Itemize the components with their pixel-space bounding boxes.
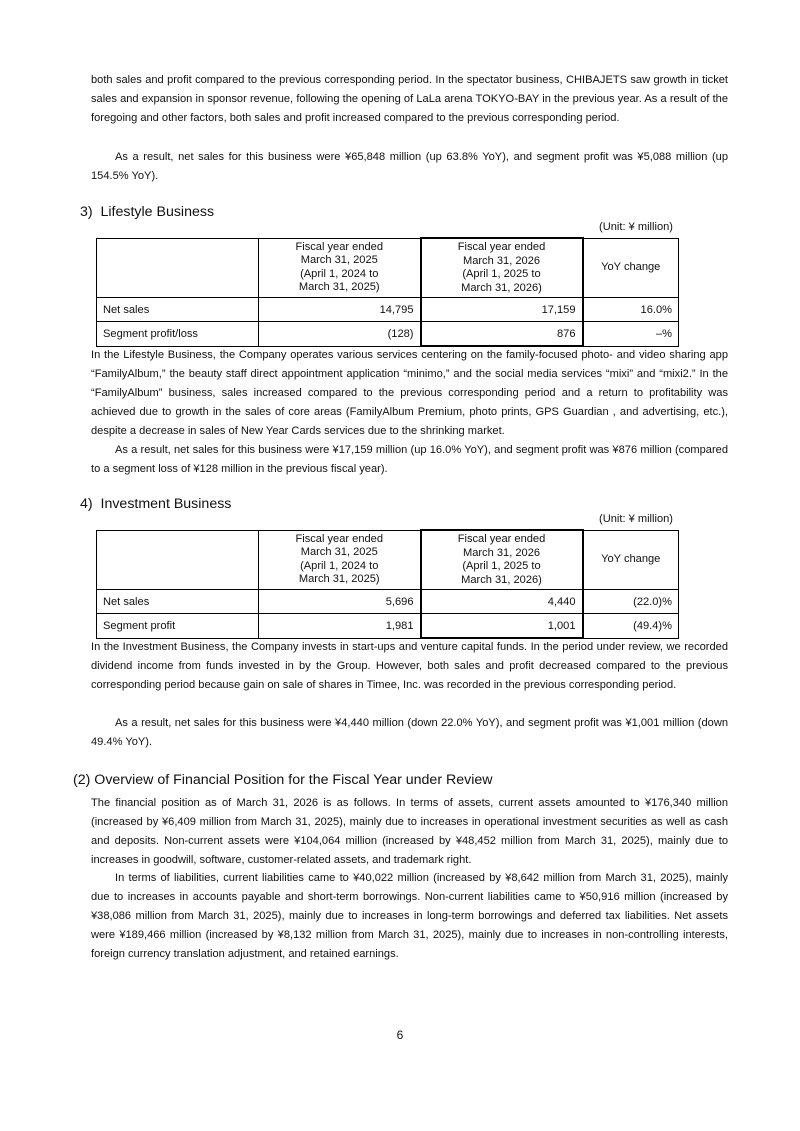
table-row: [97, 322, 679, 347]
page-number: 6: [396, 1028, 404, 1042]
table-row: [97, 298, 679, 322]
cell-prev: 1,981: [259, 614, 421, 639]
cell-yoy: (22.0)%: [583, 590, 679, 614]
financial-assets-paragraph: The financial position as of March 31, 2026 is as follows. In terms of assets, current assets amounted to ¥176,340 million (increased by ¥6,409 million from March 31, 2025), mainly due to increases in operational investment securities as well as cash and deposits. Non-current assets were ¥104,064 million (increased by ¥48,452 million from March 31, 2025), mainly due to increases in goodwill, software, customer-related assets, and trademark right.: [91, 797, 728, 866]
row-label: Net sales: [97, 298, 259, 322]
table-header-row: [97, 530, 679, 590]
table-header-row: [97, 238, 679, 298]
cell-prev: 14,795: [259, 298, 421, 322]
header-current-year: Fiscal year ended March 31, 2026 (April 1, 2025 to March 31, 2026): [421, 238, 583, 298]
cell-yoy: –%: [583, 322, 679, 347]
financial-liabilities-paragraph: In terms of liabilities, current liabilities came to ¥40,022 million (increased by ¥8,642 million from March 31, 2025), mainly due to increases in accounts payable and short-term borrowings. Non-current liabilities came to ¥50,916 million (increased by ¥38,086 million from March 31, 2025), mainly due to increases in long-term borrowings and deferred tax liabilities. Net assets were ¥189,466 million (increased by ¥8,132 million from March 31, 2025), mainly due to increases in non-controlling interests, foreign currency translation adjustment, and retained earnings.: [91, 872, 728, 960]
row-label: Segment profit: [97, 614, 259, 639]
lifestyle-unit-label: (Unit: ¥ million): [599, 221, 673, 233]
lifestyle-result-paragraph: As a result, net sales for this business were ¥17,159 million (up 16.0% YoY), and segment profit was ¥876 million (compared to a segment loss of ¥128 million in the previous fiscal year).: [91, 444, 728, 475]
header-prev-year: Fiscal year ended March 31, 2025 (April 1, 2024 to March 31, 2025): [259, 530, 421, 590]
lifestyle-heading: 3) Lifestyle Business: [80, 204, 215, 220]
header-yoy: YoY change: [583, 530, 679, 590]
intro-paragraph: both sales and profit compared to the previous corresponding period. In the spectator business, CHIBAJETS saw growth in ticket sales and expansion in sponsor revenue, following the opening of LaLa arena TOKYO-BAY in the previous year. As a result of the foregoing and other factors, both sales and profit increased compared to the previous corresponding period.: [91, 74, 728, 124]
investment-unit-label: (Unit: ¥ million): [599, 513, 673, 525]
row-label: Segment profit/loss: [97, 322, 259, 347]
intro-result-paragraph: As a result, net sales for this business were ¥65,848 million (up 63.8% YoY), and segment profit was ¥5,088 million (up 154.5% YoY).: [91, 151, 728, 182]
header-blank-cell: [97, 238, 259, 298]
header-blank-cell: [97, 530, 259, 590]
row-label: Net sales: [97, 590, 259, 614]
header-current-year: Fiscal year ended March 31, 2026 (April 1, 2025 to March 31, 2026): [421, 530, 583, 590]
investment-table: [96, 529, 679, 639]
investment-result-paragraph: As a result, net sales for this business were ¥4,440 million (down 22.0% YoY), and segment profit was ¥1,001 million (down 49.4% YoY).: [91, 717, 728, 748]
cell-prev: (128): [259, 322, 421, 347]
lifestyle-table: [96, 237, 679, 347]
investment-heading: 4) Investment Business: [80, 496, 232, 512]
header-yoy: YoY change: [583, 238, 679, 298]
table-row: [97, 614, 679, 639]
table-row: [97, 590, 679, 614]
lifestyle-description-paragraph: In the Lifestyle Business, the Company operates various services centering on the family-focused photo- and video sharing app “FamilyAlbum,” the beauty staff direct appointment application “minimo,” and the social media services “mixi” and “mixi2.” In the “FamilyAlbum” business, sales increased compared to the previous corresponding period and a return to profitability was achieved due to growth in the sales of core areas (FamilyAlbum Premium, photo prints, GPS Guardian , and advertising, etc.), despite a decrease in sales of New Year Cards services due to the shrinking market.: [91, 349, 728, 437]
cell-current: 17,159: [421, 298, 583, 322]
cell-yoy: 16.0%: [583, 298, 679, 322]
cell-yoy: (49.4)%: [583, 614, 679, 639]
investment-description-paragraph: In the Investment Business, the Company invests in start-ups and venture capital funds. In the period under review, we recorded dividend income from funds invested in by the Group. However, both sales and profit decreased compared to the previous corresponding period because gain on sale of shares in Timee, Inc. was recorded in the previous corresponding period.: [91, 641, 728, 691]
financial-position-heading: (2) Overview of Financial Position for the Fiscal Year under Review: [73, 772, 493, 788]
header-prev-year: Fiscal year ended March 31, 2025 (April 1, 2024 to March 31, 2025): [259, 238, 421, 298]
cell-current: 876: [421, 322, 583, 347]
cell-current: 1,001: [421, 614, 583, 639]
cell-current: 4,440: [421, 590, 583, 614]
cell-prev: 5,696: [259, 590, 421, 614]
